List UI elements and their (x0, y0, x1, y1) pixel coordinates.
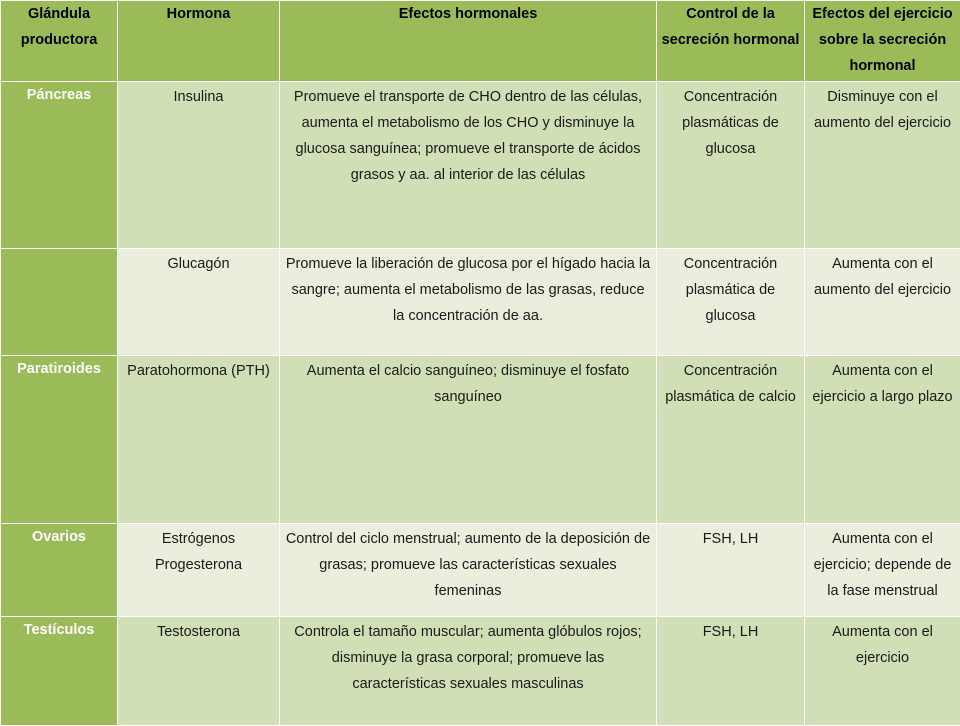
control-cell: Concentración plasmática de glucosa (657, 249, 805, 356)
exercise-cell: Aumenta con el ejercicio; depende de la fase menstrual (805, 524, 960, 617)
hormone-cell: Estrógenos Progesterona (118, 524, 280, 617)
header-hormone: Hormona (118, 1, 280, 82)
header-control: Control de la secreción hormonal (657, 1, 805, 82)
gland-cell: Testículos (1, 617, 118, 726)
table-row (1, 356, 960, 524)
header-gland: Glándula productora (1, 1, 118, 82)
control-cell: Concentración plasmáticas de glucosa (657, 82, 805, 249)
exercise-cell: Aumenta con el aumento del ejercicio (805, 249, 960, 356)
gland-cell: Paratiroides (1, 356, 118, 524)
header-row (1, 1, 960, 82)
gland-cell: Ovarios (1, 524, 118, 617)
effects-cell: Promueve el transporte de CHO dentro de las células, aumenta el metabolismo de los CHO y disminuye la glucosa sanguínea; promueve el transporte de ácidos grasos y aa. al interior de las células (280, 82, 657, 249)
table-row (1, 82, 960, 249)
exercise-cell: Aumenta con el ejercicio (805, 617, 960, 726)
header-effects: Efectos hormonales (280, 1, 657, 82)
hormone-cell: Glucagón (118, 249, 280, 356)
exercise-cell: Aumenta con el ejercicio a largo plazo (805, 356, 960, 524)
effects-cell: Promueve la liberación de glucosa por el hígado hacia la sangre; aumenta el metabolismo de las grasas, reduce la concentración de aa. (280, 249, 657, 356)
effects-cell: Aumenta el calcio sanguíneo; disminuye el fosfato sanguíneo (280, 356, 657, 524)
table-row (1, 617, 960, 726)
gland-cell (1, 249, 118, 356)
control-cell: FSH, LH (657, 524, 805, 617)
hormone-cell: Insulina (118, 82, 280, 249)
hormone-cell: Testosterona (118, 617, 280, 726)
table-row (1, 524, 960, 617)
effects-cell: Control del ciclo menstrual; aumento de la deposición de grasas; promueve las características sexuales femeninas (280, 524, 657, 617)
table-row (1, 249, 960, 356)
header-exercise: Efectos del ejercicio sobre la secreción hormonal (805, 1, 960, 82)
gland-cell: Páncreas (1, 82, 118, 249)
control-cell: FSH, LH (657, 617, 805, 726)
control-cell: Concentración plasmática de calcio (657, 356, 805, 524)
hormone-cell: Paratohormona (PTH) (118, 356, 280, 524)
exercise-cell: Disminuye con el aumento del ejercicio (805, 82, 960, 249)
effects-cell: Controla el tamaño muscular; aumenta glóbulos rojos; disminuye la grasa corporal; promueve las características sexuales masculinas (280, 617, 657, 726)
